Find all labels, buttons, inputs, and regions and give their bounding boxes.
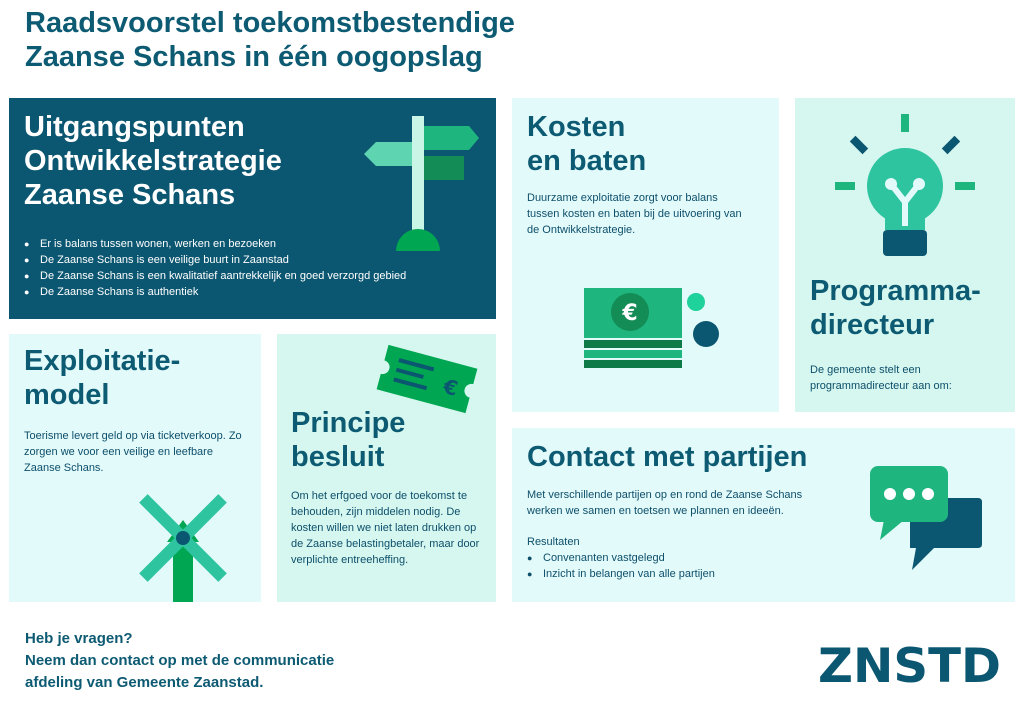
contact-results-list bbox=[527, 550, 715, 582]
list-item: ● Convenanten vastgelegd bbox=[527, 550, 715, 566]
windmill-icon bbox=[127, 482, 239, 602]
lightbulb-icon bbox=[835, 114, 975, 259]
signpost-icon bbox=[364, 116, 484, 251]
principe-heading: Principe besluit bbox=[291, 407, 406, 473]
kosten-text: Duurzame exploitatie zorgt voor balans tussen kosten en baten bij de uitvoering van de Ontwikkelstrategie. bbox=[527, 192, 742, 236]
list-item: ● De Zaanse Schans is een kwalitatief aantrekkelijk en goed verzorgd gebied bbox=[24, 268, 406, 284]
svg-text:ZNSTD: ZNSTD bbox=[818, 639, 1001, 694]
footer-line-1: Heb je vragen? bbox=[25, 630, 133, 647]
znstd-logo bbox=[818, 639, 1003, 694]
footer-line-3: afdeling van Gemeente Zaanstad. bbox=[25, 674, 264, 691]
money-stack-icon bbox=[584, 284, 724, 379]
kosten-heading: Kosten en baten bbox=[527, 111, 647, 177]
uitgangspunten-list bbox=[24, 236, 406, 300]
contact-card bbox=[512, 428, 1015, 602]
programmadirecteur-heading: Programma- directeur bbox=[810, 275, 981, 341]
uitgangspunten-heading: Uitgangspunten Ontwikkelstrategie Zaanse Schans bbox=[24, 111, 282, 211]
contact-heading: Contact met partijen bbox=[527, 441, 808, 473]
page-title-line-1: Raadsvoorstel toekomstbestendige bbox=[25, 7, 515, 39]
principe-card bbox=[277, 334, 496, 602]
contact-text: Met verschillende partijen op en rond de Zaanse Schans werken we samen en toetsen we plannen en ideeën. bbox=[527, 489, 803, 517]
list-item: ● Inzicht in belangen van alle partijen bbox=[527, 566, 715, 582]
page-title bbox=[25, 6, 515, 74]
ticket-icon bbox=[375, 348, 479, 410]
programmadirecteur-card bbox=[795, 98, 1015, 412]
page-title-line-2: Zaanse Schans in één oogopslag bbox=[25, 41, 483, 73]
exploitatie-heading: Exploitatie- model bbox=[24, 345, 181, 411]
exploitatie-text: Toerisme levert geld op via ticketverkoop. Zo zorgen we voor een veilige en leefbare Zaanse Schans. bbox=[24, 430, 242, 474]
svg-text:€: € bbox=[440, 374, 461, 401]
svg-text:€: € bbox=[622, 301, 638, 326]
programmadirecteur-text: De gemeente stelt een programmadirecteur aan om: bbox=[810, 364, 952, 392]
footer-contact-text bbox=[25, 628, 334, 694]
contact-results-label: Resultaten bbox=[527, 536, 580, 548]
kosten-card bbox=[512, 98, 779, 412]
footer-line-2: Neem dan contact op met de communicatie bbox=[25, 652, 335, 669]
uitgangspunten-card bbox=[9, 98, 496, 319]
principe-text: Om het erfgoed voor de toekomst te behouden, zijn middelen nodig. De kosten willen we niet laten drukken op de Zaanse belastingbetaler, maar door verplichte entreeheffing. bbox=[291, 490, 480, 566]
exploitatie-card bbox=[9, 334, 261, 602]
list-item: ● De Zaanse Schans is een veilige buurt in Zaanstad bbox=[24, 252, 406, 268]
list-item: ● Er is balans tussen wonen, werken en bezoeken bbox=[24, 236, 406, 252]
chat-bubbles-icon bbox=[870, 466, 982, 570]
list-item: ● De Zaanse Schans is authentiek bbox=[24, 284, 406, 300]
